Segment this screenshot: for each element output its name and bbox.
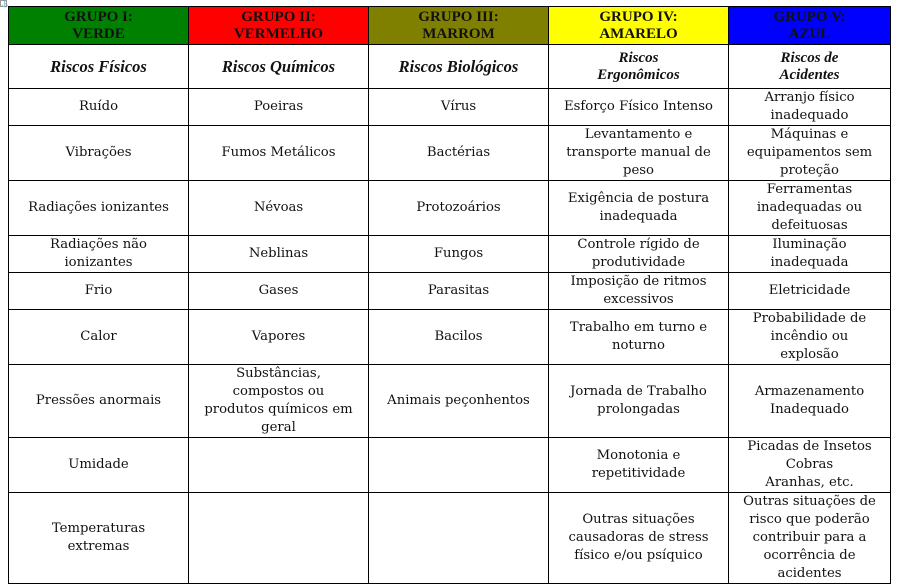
table-cell: Ferramentas inadequadas ou defeituosas [729, 181, 891, 236]
table-row [9, 273, 891, 310]
table-cell: Umidade [9, 438, 189, 493]
subheader-riscos-acidentes: Riscos de Acidentes [729, 45, 891, 89]
table-cell: Vapores [189, 310, 369, 365]
table-cell: Armazenamento Inadequado [729, 365, 891, 438]
table-cell: Bactérias [369, 126, 549, 181]
table-cell: Controle rígido de produtividade [549, 236, 729, 273]
table-cell: Eletricidade [729, 273, 891, 310]
table-row [9, 493, 891, 584]
table-cell: Neblinas [189, 236, 369, 273]
header-grupo-verde: GRUPO I: VERDE [9, 7, 189, 45]
table-row [9, 310, 891, 365]
table-cell: Levantamento e transporte manual de peso [549, 126, 729, 181]
table-cell [189, 438, 369, 493]
header-grupo-amarelo: GRUPO IV: AMARELO [549, 7, 729, 45]
table-cell: Vírus [369, 89, 549, 126]
table-cell: Jornada de Trabalho prolongadas [549, 365, 729, 438]
table-cell: Esforço Físico Intenso [549, 89, 729, 126]
table-row [9, 365, 891, 438]
table-cell: Radiações ionizantes [9, 181, 189, 236]
table-cell: Gases [189, 273, 369, 310]
table-row [9, 181, 891, 236]
table-cell: Outras situações de risco que poderão contribuir para a ocorrência de acidentes [729, 493, 891, 584]
table-cell [189, 493, 369, 584]
table-cell: Vibrações [9, 126, 189, 181]
table-cell: Ruído [9, 89, 189, 126]
table-cell: Névoas [189, 181, 369, 236]
table-row [9, 89, 891, 126]
table-cell: Imposição de ritmos excessivos [549, 273, 729, 310]
table-row [9, 126, 891, 181]
header-grupo-marrom: GRUPO III: MARROM [369, 7, 549, 45]
table-cell: Iluminação inadequada [729, 236, 891, 273]
table-row [9, 438, 891, 493]
table-cell [369, 493, 549, 584]
table-cell: Trabalho em turno e noturno [549, 310, 729, 365]
table-cell: Protozoários [369, 181, 549, 236]
table-cell: Máquinas e equipamentos sem proteção [729, 126, 891, 181]
subheader-riscos-ergonomicos: Riscos Ergonômicos [549, 45, 729, 89]
table-cell: Outras situações causadoras de stress físico e/ou psíquico [549, 493, 729, 584]
table-cell [369, 438, 549, 493]
subheader-riscos-biologicos: Riscos Biológicos [369, 45, 549, 89]
risk-type-row [9, 45, 891, 89]
table-cell: Temperaturas extremas [9, 493, 189, 584]
table-cell: Monotonia e repetitividade [549, 438, 729, 493]
table-cell: Bacilos [369, 310, 549, 365]
header-grupo-vermelho: GRUPO II: VERMELHO [189, 7, 369, 45]
table-cell: Poeiras [189, 89, 369, 126]
table-cell: Radiações não ionizantes [9, 236, 189, 273]
group-header-row [9, 7, 891, 45]
table-cell: Probabilidade de incêndio ou explosão [729, 310, 891, 365]
table-row [9, 236, 891, 273]
table-cell: Frio [9, 273, 189, 310]
risk-groups-table [8, 6, 891, 584]
anchor-icon: ⚓ [1, 1, 9, 8]
table-cell: Animais peçonhentos [369, 365, 549, 438]
table-cell: Fungos [369, 236, 549, 273]
table-cell: Exigência de postura inadequada [549, 181, 729, 236]
table-cell: Substâncias, compostos ou produtos químicos em geral [189, 365, 369, 438]
table-cell: Picadas de Insetos Cobras Aranhas, etc. [729, 438, 891, 493]
table-cell: Pressões anormais [9, 365, 189, 438]
table-cell: Fumos Metálicos [189, 126, 369, 181]
subheader-riscos-fisicos: Riscos Físicos [9, 45, 189, 89]
table-cell: Calor [9, 310, 189, 365]
table-cell: Arranjo físico inadequado [729, 89, 891, 126]
subheader-riscos-quimicos: Riscos Químicos [189, 45, 369, 89]
table-cell: Parasitas [369, 273, 549, 310]
header-grupo-azul: GRUPO V: AZUL [729, 7, 891, 45]
